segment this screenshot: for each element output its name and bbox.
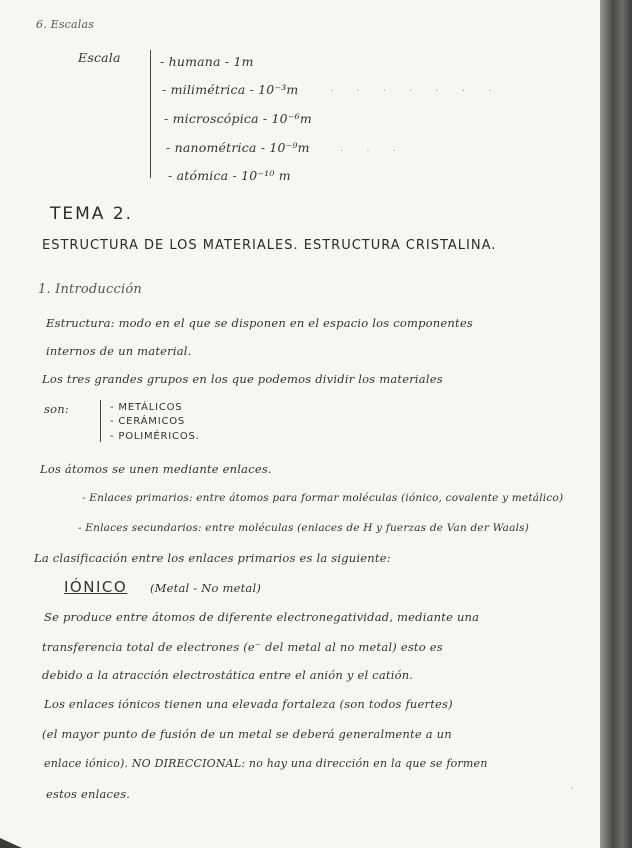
group-item: - METÁLICOS (110, 402, 183, 413)
escala-item: - microscópica - 10⁻⁶m (164, 111, 312, 126)
ionico-line: debido a la atracción electrostática entre el anión y el catión. (42, 668, 414, 682)
page-edge-shadow (600, 0, 632, 848)
bleed-through-marks: · (570, 784, 576, 795)
intro-line: son: (44, 402, 69, 416)
escala-label: Escala (78, 50, 121, 65)
intro-heading: 1. Introducción (38, 282, 142, 297)
ionico-line: Se produce entre átomos de diferente electronegatividad, mediante una (44, 610, 480, 624)
intro-line: Estructura: modo en el que se disponen en el espacio los componentes (46, 316, 473, 330)
groups-brace (100, 400, 101, 442)
intro-line: Los tres grandes grupos en los que podemos dividir los materiales (42, 372, 443, 386)
bleed-through-marks: · · · (340, 146, 406, 157)
section-number: 6. Escalas (36, 18, 95, 31)
intro-line: internos de un material. (46, 344, 192, 358)
escala-item: - humana - 1m (160, 54, 254, 69)
enlaces-primarios: - Enlaces primarios: entre átomos para formar moléculas (iónico, covalente y metálico) (82, 492, 564, 504)
ionico-line: estos enlaces. (46, 787, 131, 801)
enlaces-secundarios: - Enlaces secundarios: entre moléculas (enlaces de H y fuerzas de Van der Waals) (78, 522, 530, 534)
ionico-line: enlace iónico). NO DIRECCIONAL: no hay una dirección en la que se formen (44, 757, 488, 770)
group-item: - CERÁMICOS (110, 416, 186, 427)
ionico-sub: (Metal - No metal) (150, 581, 262, 595)
escala-item: - milimétrica - 10⁻³m (162, 82, 299, 97)
escala-item: - atómica - 10⁻¹⁰ m (168, 168, 291, 183)
page-corner (0, 838, 22, 848)
group-item: - POLIMÉRICOS. (110, 431, 200, 442)
tema-number: TEMA 2. (50, 204, 134, 224)
tema-title: ESTRUCTURA DE LOS MATERIALES. ESTRUCTURA CRISTALINA. (42, 238, 497, 253)
ionico-line: (el mayor punto de fusión de un metal se deberá generalmente a un (42, 727, 452, 741)
enlaces-line: Los átomos se unen mediante enlaces. (40, 462, 272, 476)
escala-brace (150, 50, 151, 178)
ionico-line: Los enlaces iónicos tienen una elevada fortaleza (son todos fuertes) (44, 697, 453, 711)
escala-item: - nanométrica - 10⁻⁹m (166, 140, 310, 155)
enlaces-clasificacion: La clasificación entre los enlaces primarios es la siguiente: (34, 551, 391, 565)
bleed-through-marks: · · · · · · · (330, 86, 502, 97)
ionico-line: transferencia total de electrones (e⁻ del metal al no metal) esto es (42, 640, 443, 654)
ionico-heading: IÓNICO (64, 578, 128, 596)
